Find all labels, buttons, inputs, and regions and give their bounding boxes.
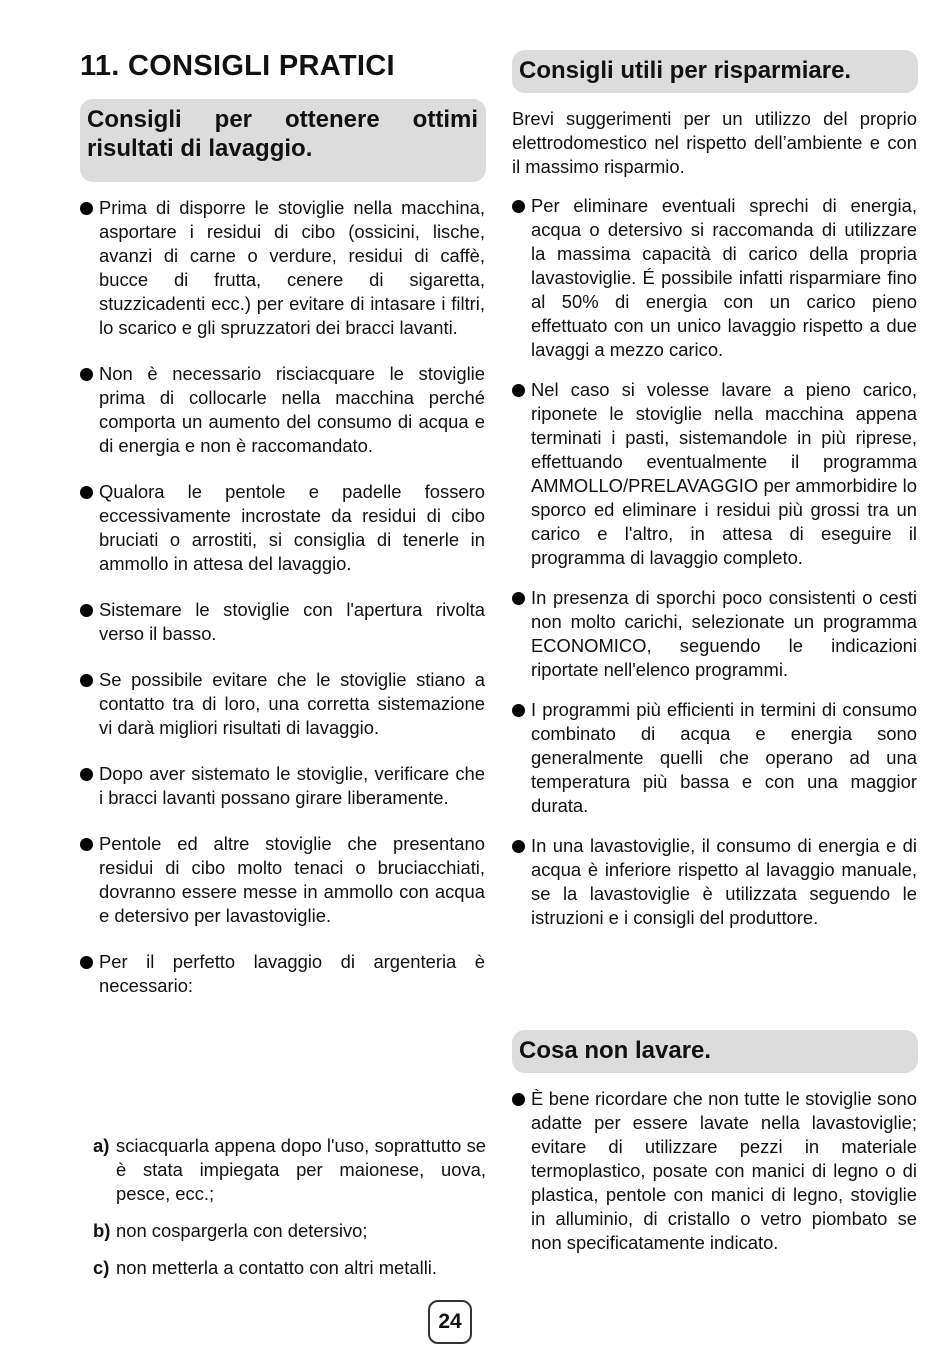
list-item: Per il perfetto lavaggio di argenteria è necessario: xyxy=(80,950,485,998)
bullet-icon xyxy=(512,840,525,853)
list-item: È bene ricordare che non tutte le stoviglie sono adatte per essere lavate nella lavastoviglie; evitare di utilizzare pezzi in materiale termoplastico, posate con manici di legno o di plastica, pentole con manici di legno, stoviglie in alluminio, di cristallo o vetro piombato se non specificatamente indicato. xyxy=(512,1087,917,1255)
not-wash-bullet-list xyxy=(512,1087,917,1255)
list-item: Non è necessario risciacquare le stoviglie prima di collocarle nella macchina perché comporta un aumento del consumo di acqua e di energia e non è raccomandato. xyxy=(80,362,485,458)
list-item: In presenza di sporchi poco consistenti o cesti non molto carichi, selezionate un programma ECONOMICO, seguendo le indicazioni riportate nell'elenco programmi. xyxy=(512,586,917,682)
list-item: Per eliminare eventuali sprechi di energia, acqua o detersivo si raccomanda di utilizzare la massima capacità di carico della propria lavastoviglie. É possibile infatti risparmiare fino al 50% di energia con un carico pieno effettuato con un unico lavaggio rispetto a due lavaggi a mezzo carico. xyxy=(512,194,917,362)
bullet-icon xyxy=(80,838,93,851)
page-number: 24 xyxy=(428,1300,472,1344)
bullet-icon xyxy=(80,202,93,215)
bullet-icon xyxy=(512,384,525,397)
bullet-icon xyxy=(512,200,525,213)
list-item: Sistemare le stoviglie con l'apertura rivolta verso il basso. xyxy=(80,598,485,646)
heading-not-wash: Cosa non lavare. xyxy=(512,1030,918,1073)
sub-item-b: b) non cospargerla con detersivo; xyxy=(93,1220,368,1241)
heading-best-results-line2: risultati di lavaggio. xyxy=(87,135,313,162)
left-bullet-list xyxy=(80,196,485,998)
list-item: Se possibile evitare che le stoviglie stiano a contatto tra di loro, una corretta sistemazione vi darà migliori risultati di lavaggio. xyxy=(80,668,485,740)
list-item: Qualora le pentole e padelle fossero eccessivamente incrostate da residui di cibo bruciati o arrostiti, si consiglia di tenerle in ammollo in attesa del lavaggio. xyxy=(80,480,485,576)
heading-saving-tips: Consigli utili per risparmiare. xyxy=(512,50,918,93)
right-bullet-list xyxy=(512,194,917,930)
bullet-icon xyxy=(80,768,93,781)
sub-item-c: c) non metterla a contatto con altri metalli. xyxy=(93,1257,437,1278)
bullet-icon xyxy=(80,956,93,969)
heading-best-results-line1: Consigli per ottenere ottimi xyxy=(87,106,478,133)
saving-intro: Brevi suggerimenti per un utilizzo del proprio elettrodomestico nel rispetto dell’ambiente e con il massimo risparmio. xyxy=(512,108,917,177)
list-item: Prima di disporre le stoviglie nella macchina, asportare i residui di cibo (ossicini, lische, avanzi di carne o verdure, residui di caffè, bucce di frutta, cenere di sigaretta, stuzzicadenti ecc.) per evitare di intasare i filtri, lo scarico e gli spruzzatori dei bracci lavanti. xyxy=(80,196,485,340)
bullet-icon xyxy=(512,1093,525,1106)
bullet-icon xyxy=(80,674,93,687)
list-item: Pentole ed altre stoviglie che presentano residui di cibo molto tenaci o bruciacchiati, dovranno essere messe in ammollo con acqua e detersivo per lavastoviglie. xyxy=(80,832,485,928)
list-item: In una lavastoviglie, il consumo di energia e di acqua è inferiore rispetto al lavaggio manuale, se la lavastoviglie è utilizzata seguendo le istruzioni e i consigli del produttore. xyxy=(512,834,917,930)
heading-best-results xyxy=(80,99,486,182)
bullet-icon xyxy=(512,704,525,717)
sub-item-a: a) sciacquarla appena dopo l'uso, soprattutto se è stata impiegata per maionese, uova, pesce, ecc.; xyxy=(93,1135,486,1204)
list-item: Nel caso si volesse lavare a pieno carico, riponete le stoviglie nella macchina appena terminati i pasti, sistemandole in più riprese, effettuando eventualmente il programma AMMOLLO/PRELAVAGGIO per ammorbidire lo sporco ed eliminare i residui più grossi tra un carico e l'altro, in attesa di eseguire il programma di lavaggio completo. xyxy=(512,378,917,570)
bullet-icon xyxy=(80,486,93,499)
page-title: 11. CONSIGLI PRATICI xyxy=(80,50,395,82)
list-item: Dopo aver sistemato le stoviglie, verificare che i bracci lavanti possano girare liberamente. xyxy=(80,762,485,810)
list-item: I programmi più efficienti in termini di consumo combinato di acqua e energia sono generalmente quelli che operano ad una temperatura più bassa e con una maggior durata. xyxy=(512,698,917,818)
bullet-icon xyxy=(80,604,93,617)
bullet-icon xyxy=(512,592,525,605)
bullet-icon xyxy=(80,368,93,381)
